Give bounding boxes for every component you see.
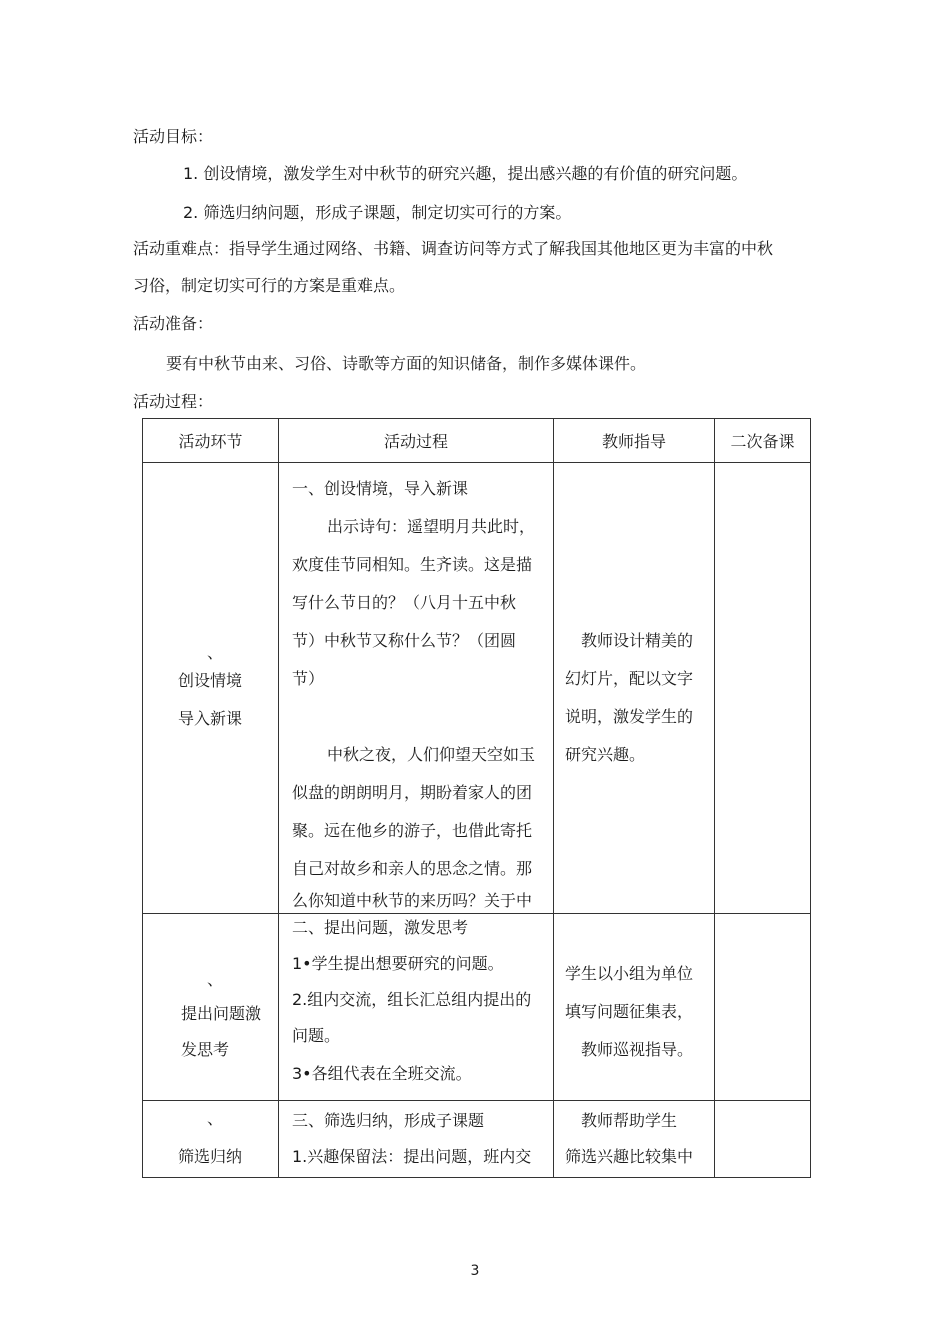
guidance-cell — [554, 914, 715, 1101]
process-cell — [279, 463, 554, 914]
stage-line: 提出问题激 — [181, 1004, 262, 1023]
stage-cell — [143, 1101, 279, 1178]
stage-line: 创设情境 — [178, 671, 243, 690]
process-cell — [279, 1101, 554, 1178]
stage-mark: 、 — [207, 643, 224, 662]
process-line: 出示诗句：遥望明月共此时， — [327, 517, 536, 536]
stage-cell — [143, 463, 279, 914]
notes-cell — [715, 1101, 811, 1178]
stage-line: 导入新课 — [178, 709, 243, 728]
activity-table — [142, 418, 811, 1178]
process-line: 聚。远在他乡的游子，也借此寄托 — [292, 821, 533, 840]
objectives-heading: 活动目标： — [133, 127, 214, 146]
process-line: 么你知道中秋节的来历吗？关于中 — [292, 891, 533, 910]
header-notes: 二次备课 — [715, 419, 811, 463]
guidance-line: 幻灯片，配以文字 — [565, 669, 694, 688]
process-line: 节）中秋节又称什么节？（团圆 — [292, 631, 517, 650]
header-guidance: 教师指导 — [554, 419, 715, 463]
preparation-heading: 活动准备： — [133, 314, 214, 333]
process-line: 欢度佳节同相知。生齐读。这是描 — [292, 555, 533, 574]
stage-mark: 、 — [207, 1109, 224, 1128]
process-line: 节） — [292, 669, 325, 688]
guidance-line: 筛选兴趣比较集中 — [565, 1147, 694, 1166]
process-line: 一、创设情境，导入新课 — [292, 479, 469, 498]
process-heading: 活动过程： — [133, 392, 214, 411]
preparation-content: 要有中秋节由来、习俗、诗歌等方面的知识储备，制作多媒体课件。 — [166, 354, 647, 373]
difficulty-line-1: 活动重难点：指导学生通过网络、书籍、调查访问等方式了解我国其他地区更为丰富的中秋 — [133, 239, 774, 258]
process-line: 自己对故乡和亲人的思念之情。那 — [292, 859, 533, 878]
table-row — [143, 463, 811, 914]
stage-line: 发思考 — [181, 1040, 230, 1059]
difficulty-line-2: 习俗，制定切实可行的方案是重难点。 — [133, 276, 406, 295]
process-line: 写什么节日的？（八月十五中秋 — [292, 593, 517, 612]
process-line: 中秋之夜，人们仰望天空如玉 — [327, 745, 536, 764]
guidance-line: 填写问题征集表， — [565, 1002, 694, 1021]
process-line: 三、筛选归纳，形成子课题 — [292, 1111, 485, 1130]
table-row — [143, 1101, 811, 1178]
stage-mark: 、 — [207, 970, 224, 989]
process-line: 问题。 — [292, 1026, 341, 1045]
guidance-line: 教师设计精美的 — [581, 631, 694, 650]
process-line: 1•学生提出想要研究的问题。 — [292, 954, 504, 973]
notes-cell — [715, 914, 811, 1101]
guidance-line: 研究兴趣。 — [565, 745, 646, 764]
objective-item-1: 1. 创设情境，激发学生对中秋节的研究兴趣，提出感兴趣的有价值的研究问题。 — [183, 164, 748, 183]
process-line: 似盘的朗朗明月，期盼着家人的团 — [292, 783, 533, 802]
page-number: 3 — [470, 1263, 480, 1279]
process-line: 2.组内交流，组长汇总组内提出的 — [292, 990, 532, 1009]
process-cell — [279, 914, 554, 1101]
guidance-line: 教师帮助学生 — [581, 1111, 678, 1130]
guidance-line: 说明，激发学生的 — [565, 707, 694, 726]
guidance-cell — [554, 463, 715, 914]
process-line: 3•各组代表在全班交流。 — [292, 1064, 472, 1083]
process-line: 二、提出问题，激发思考 — [292, 918, 469, 937]
guidance-cell — [554, 1101, 715, 1178]
header-process: 活动过程 — [279, 419, 554, 463]
guidance-line: 学生以小组为单位 — [565, 964, 694, 983]
table-row — [143, 914, 811, 1101]
stage-line: 筛选归纳 — [178, 1147, 243, 1166]
table-header-row — [143, 419, 811, 463]
process-line: 1.兴趣保留法：提出问题，班内交 — [292, 1147, 532, 1166]
objective-item-2: 2. 筛选归纳问题，形成子课题，制定切实可行的方案。 — [183, 203, 572, 222]
notes-cell — [715, 463, 811, 914]
stage-cell — [143, 914, 279, 1101]
header-stage: 活动环节 — [143, 419, 279, 463]
guidance-line: 教师巡视指导。 — [581, 1040, 694, 1059]
